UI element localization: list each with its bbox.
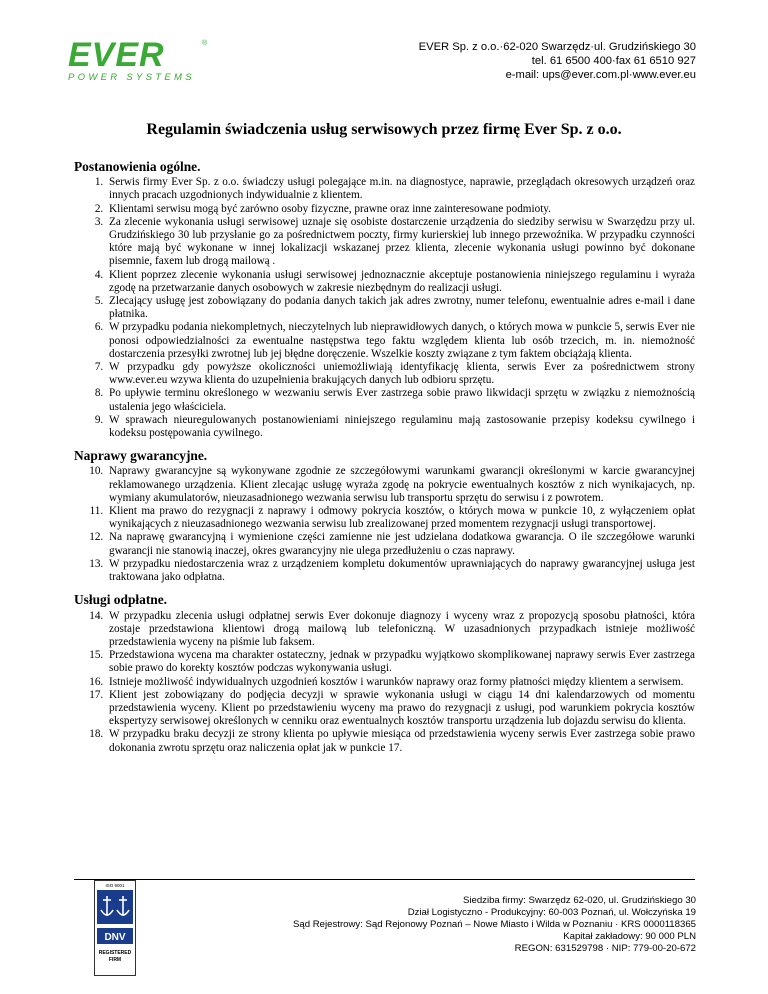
footer-regon: REGON: 631529798 · NIP: 779-00-20-672	[514, 943, 696, 954]
list-item: 14. W przypadku zlecenia usługi odpłatnej serwis Ever dokonuje diagnozy i wyceny wraz z propozycją sposobu płatności, która zostaje przedstawiona klientowi drogą mailową lub telefoniczną. W uzasadnionych przypadkach istnieje możliwość przedstawienia wyceny na piśmie lub faksem.	[106, 610, 695, 650]
ever-logo	[68, 38, 208, 86]
document-title: Regulamin świadczenia usług serwisowych przez firmę Ever Sp. z o.o.	[146, 121, 622, 138]
section-heading: Naprawy gwarancyjne.	[74, 448, 208, 464]
list-item: 4. Klient poprzez zlecenie wykonania usługi serwisowej jednoznacznie akceptuje postanowienia niniejszego regulaminu i wyraża zgodę na przetwarzanie danych osobowych w zakresie niezbędnym do realizacji usługi.	[106, 269, 695, 295]
list-item: 9. W sprawach nieuregulowanych postanowieniami niniejszego regulaminu mają zastosowanie przepisy kodeksu cywilnego i kodeksu postępowania cywilnego.	[106, 414, 695, 440]
list-item: 8. Po upływie terminu określonego w wezwaniu serwis Ever zastrzega sobie prawo likwidacji sprzętu w związku z niemożnością ustalenia jego właściciela.	[106, 387, 695, 413]
list-item: 18. W przypadku braku decyzji ze strony klienta po upływie miesiąca od przedstawienia wyceny serwis Ever zastrzega sobie prawo dokonania zwrotu sprzętu oraz naliczenia opłat jak w punkcie 17.	[106, 728, 695, 754]
list-item: 10. Naprawy gwarancyjne są wykonywane zgodnie ze szczegółowymi warunkami gwarancji określonymi w karcie gwarancyjnej reklamowanego urządzenia. Klient zlecając usługę wyraża zgodę na pokrycie ewentualnych kosztów z nich wynikajacych, np. wymiany akumulatorów, nieuzasadnionego wezwania serwisu lub transportu sprzętu do serwisu i z powrotem.	[106, 465, 695, 505]
company-footer	[293, 895, 696, 955]
contact-email: e-mail: ups@ever.com.pl·www.ever.eu	[505, 69, 696, 81]
section-heading: Usługi odpłatne.	[74, 592, 168, 608]
badge-firm: FIRM	[108, 957, 122, 963]
list-item: 16. Istnieje możliwość indywidualnych uzgodnień kosztów i warunków naprawy oraz formy płatności między klientem a serwisem.	[106, 676, 695, 689]
logo-subtitle: POWER SYSTEMS	[68, 72, 195, 83]
section-list	[74, 610, 695, 755]
dnv-certification-badge	[94, 880, 136, 976]
list-item: 1. Serwis firmy Ever Sp. z o.o. świadczy usługi polegające m.in. na diagnostyce, naprawie, przeglądach okresowych urządzeń oraz innych pracach uzgodnionych indywidualnie z klientem.	[106, 176, 695, 202]
company-contact	[419, 40, 696, 82]
registered-mark: ®	[202, 40, 208, 47]
list-item: 3. Za zlecenie wykonania usługi serwisowej uznaje się osobiste dostarczenie urządzenia do siedziby serwisu w Swarzędzu przy ul. Grudzińskiego 30 lub przysłanie go za pośrednictwem poczty, firmy kurierskiej lub innego przewoźnika. W przypadku czynności które mają być wykonane w innej lokalizacji wskazanej przez klienta, zlecenie wykonania usługi powinno być dokonane pisemnie, faxem lub drogą mailową .	[106, 216, 695, 269]
logo-brand: EVER	[68, 36, 165, 74]
footer-capital: Kapitał zakładowy: 90 000 PLN	[563, 931, 696, 942]
list-item: 2. Klientami serwisu mogą być zarówno osoby fizyczne, prawne oraz inne zainteresowane podmioty.	[106, 203, 695, 216]
list-item: 7. W przypadku gdy powyższe okoliczności uniemożliwiają identyfikację klienta, serwis Ever za pośrednictwem strony www.ever.eu wzywa klienta do uzupełnienia brakujących danych lub odbioru sprzętu.	[106, 361, 695, 387]
list-item: 6. W przypadku podania niekompletnych, nieczytelnych lub nieprawidłowych danych, o których mowa w punkcie 5, serwis Ever nie ponosi odpowiedzialności za ewentualne następstwa tego faktu względem klienta lub osób trzecich, m. in. niemożność dostarczenia przesyłki zwrotnej lub jej błędne doręczenie. Wszelkie koszty związane z tym faktem obciążają klienta.	[106, 321, 695, 361]
section-heading: Postanowienia ogólne.	[74, 159, 201, 174]
section-list	[74, 176, 695, 440]
list-item: 5. Zlecający usługę jest zobowiązany do podania danych takich jak adres zwrotny, numer telefonu, ewentualnie adres e-mail i dane płatnika.	[106, 295, 695, 321]
footer-seat: Siedziba firmy: Swarzędz 62-020, ul. Grudzińskiego 30	[462, 895, 696, 906]
document-body	[74, 151, 695, 755]
badge-dnv: DNV	[104, 932, 126, 943]
section-list	[74, 465, 695, 584]
footer-court: Sąd Rejestrowy: Sąd Rejonowy Poznań – Nowe Miasto i Wilda w Poznaniu · KRS 0000118365	[293, 919, 696, 930]
list-item: 15. Przedstawiona wycena ma charakter ostateczny, jednak w przypadku wyjątkowo skomplikowanej naprawy serwis Ever zastrzega sobie prawo do korekty kosztów podczas wykonywania usługi.	[106, 649, 695, 675]
contact-address: EVER Sp. z o.o.·62-020 Swarzędz·ul. Grudzińskiego 30	[418, 41, 696, 53]
list-item: 11. Klient ma prawo do rezygnacji z naprawy i odmowy pokrycia kosztów, o których mowa w punkcie 10, z wyłączeniem opłat wynikających z nieuzasadnionego wezwania serwisu lub zrealizowanej przed momentem rezygnacji usługi transportowej.	[106, 505, 695, 531]
footer-logistics: Dział Logistyczno - Produkcyjny: 60-003 Poznań, ul. Wołczyńska 19	[407, 907, 696, 918]
footer-divider	[74, 879, 695, 880]
badge-registered: REGISTERED	[98, 950, 132, 956]
list-item: 13. W przypadku niedostarczenia wraz z urządzeniem kompletu dokumentów uprawniających do naprawy gwarancyjnej usługa jest traktowana jako odpłatna.	[106, 558, 695, 584]
list-item: 17. Klient jest zobowiązany do podjęcia decyzji w sprawie wykonania usługi w ciągu 14 dni kalendarzowych od momentu przedstawienia wyceny. Klient po przedstawieniu wyceny ma prawo do rezygnacji z usługi, pod warunkiem pokrycia kosztów ekspertyzy serwisowej określonych w cenniku oraz ewentualnych kosztów transportu urządzenia lub dojazdu serwisu do klienta.	[106, 689, 695, 729]
contact-phone: tel. 61 6500 400·fax 61 6510 927	[531, 55, 696, 67]
badge-iso: ISO 9001	[105, 883, 125, 888]
list-item: 12. Na naprawę gwarancyjną i wymienione części zamienne nie jest udzielana dodatkowa gwarancja. O ile szczegółowe warunki gwarancji nie stanowią inaczej, okres gwarancyjny nie ulega przedłużeniu o czas naprawy.	[106, 531, 695, 557]
